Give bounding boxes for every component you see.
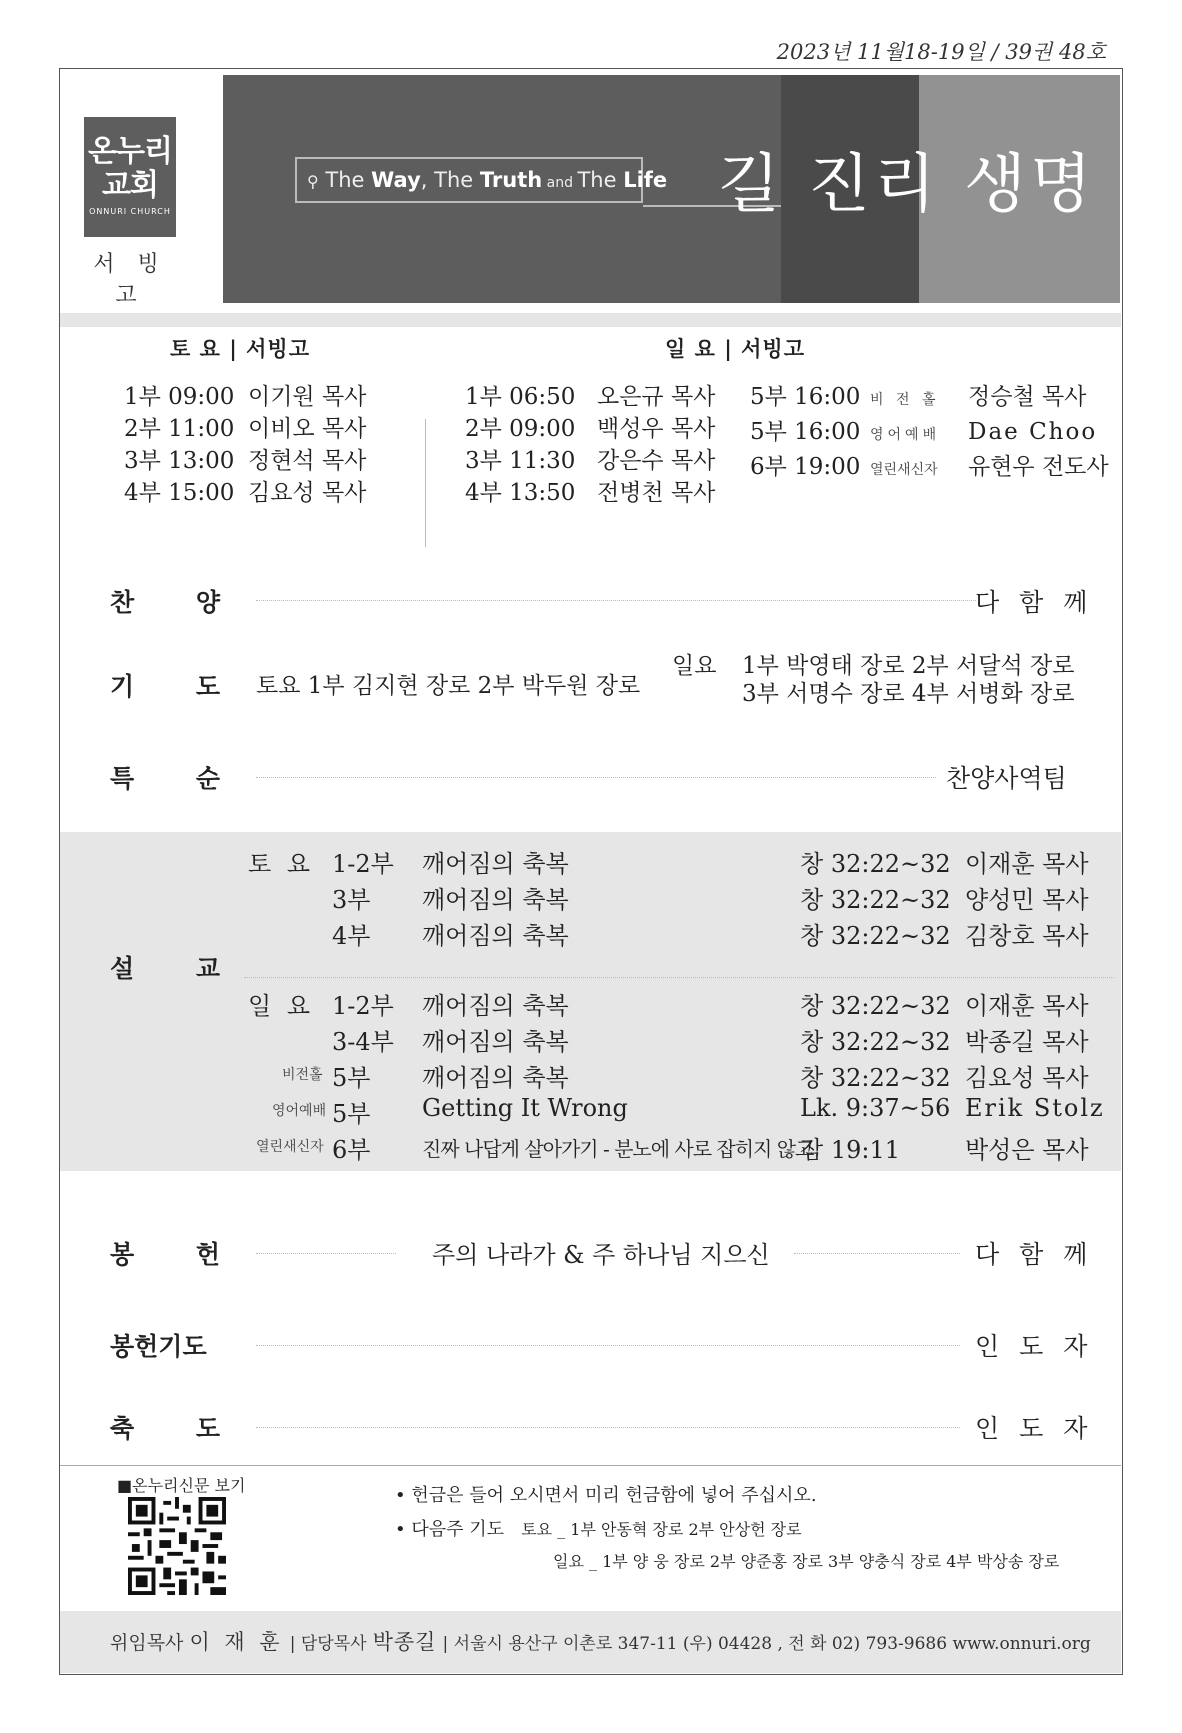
sermon-title: 깨어짐의 축복 — [422, 992, 569, 1020]
schedule-time: 4부 15:00 — [124, 480, 235, 506]
label-char: 도 — [195, 1414, 220, 1443]
prayer-label — [110, 667, 220, 703]
sermon-row — [60, 986, 1121, 1020]
label-char: 기 — [110, 672, 135, 701]
qr-code-icon[interactable] — [128, 1497, 226, 1595]
schedule-time: 1부 09:00 — [124, 384, 235, 410]
sermon-title: 깨어짐의 축복 — [422, 886, 569, 914]
dotted-leader — [794, 1253, 960, 1254]
slogan-box — [295, 157, 668, 203]
special-schedule — [750, 381, 1109, 486]
schedule-row — [750, 381, 1109, 416]
search-icon: ⚲ — [307, 172, 319, 191]
label-char: 양 — [195, 588, 220, 617]
sermon-row — [60, 844, 1121, 878]
slogan-text: The — [325, 168, 372, 192]
sermon-row — [60, 1022, 1121, 1056]
schedule-row — [124, 445, 366, 477]
schedule-row — [465, 477, 715, 509]
sunday-schedule — [465, 381, 715, 509]
sermon-title: 깨어짐의 축복 — [422, 1064, 569, 1092]
schedule-time: 2부 11:00 — [124, 416, 235, 442]
sermon-scripture: 창 32:22~32 — [800, 1064, 951, 1092]
sermon-row — [60, 1130, 1121, 1164]
banner-title-part1: 길 진리 — [718, 148, 940, 222]
banner-title-part2: 생명 — [964, 148, 1096, 222]
sermon-row — [60, 916, 1121, 950]
schedule-row — [465, 413, 715, 445]
label-char: 순 — [195, 764, 220, 793]
schedule-tag: 영어예배 — [870, 427, 941, 443]
sermon-pastor: 박종길 목사 — [965, 1028, 1089, 1056]
banner-title — [718, 133, 1096, 225]
sermon-scripture: Lk. 9:37~56 — [800, 1094, 951, 1122]
sermon-part: 3-4부 — [332, 1028, 394, 1056]
schedule-pastor: 유현우 전도사 — [968, 454, 1109, 480]
sermon-part: 3부 — [332, 886, 371, 914]
sermon-day: 비전홀 — [282, 1067, 323, 1083]
sermon-pastor: Erik Stolz — [965, 1094, 1105, 1122]
offering-prayer-label: 봉헌기도 — [110, 1332, 207, 1361]
notice-offering: • 헌금은 들어 오시면서 미리 헌금함에 넣어 주십시오. — [395, 1485, 817, 1506]
schedule-row — [750, 451, 1109, 486]
notice-next-prayer-saturday: 토요 _ 1부 안동혁 장로 2부 안상헌 장로 — [521, 1520, 802, 1539]
schedule-pastor: 정승철 목사 — [968, 384, 1087, 410]
schedule-row — [465, 445, 715, 477]
offering-leader: 다 함 께 — [975, 1240, 1094, 1269]
label-char: 헌 — [195, 1240, 220, 1269]
sermon-part: 1-2부 — [332, 850, 394, 878]
saturday-schedule — [124, 381, 366, 509]
sermon-part: 1-2부 — [332, 992, 394, 1020]
sermon-row — [60, 1094, 1121, 1128]
dotted-leader — [256, 600, 976, 601]
dotted-leader — [256, 1253, 396, 1254]
sermon-label — [110, 949, 220, 985]
logo-name-line1: 온누리 — [88, 134, 172, 169]
sermon-divider — [244, 977, 1114, 978]
schedule-time: 1부 06:50 — [465, 384, 576, 410]
slogan-and: and — [542, 175, 578, 191]
schedule-pastor: Dae Choo — [968, 419, 1098, 445]
slogan-life: Life — [623, 168, 668, 192]
schedule-time: 4부 13:50 — [465, 480, 576, 506]
schedule-pastor: 강은수 목사 — [597, 448, 716, 474]
sermon-day: 일 요 — [248, 992, 314, 1020]
sermon-title: 깨어짐의 축복 — [422, 850, 569, 878]
schedule-row — [124, 413, 366, 445]
header-separator — [60, 313, 1121, 327]
slogan-truth: Truth — [479, 168, 543, 192]
benediction-label — [110, 1409, 220, 1445]
sermon-pastor: 양성민 목사 — [965, 886, 1089, 914]
special-music-team: 찬양사역팀 — [946, 764, 1067, 793]
schedule-pastor: 정현석 목사 — [248, 448, 367, 474]
offering-song: 주의 나라가 & 주 하나님 지으신 — [432, 1241, 770, 1269]
title-banner — [223, 75, 1120, 303]
label-char: 축 — [110, 1414, 135, 1443]
schedule-time: 3부 11:30 — [465, 448, 576, 474]
prayer-saturday: 토요 1부 김지현 장로 2부 박두원 장로 — [256, 673, 641, 699]
schedule-time: 2부 09:00 — [465, 416, 576, 442]
offering-prayer-leader: 인 도 자 — [975, 1332, 1094, 1361]
label-char: 봉 — [110, 1240, 135, 1269]
church-address: | 서울시 용산구 이촌로 347-11 (우) 04428 , 전 화 02) 793-9686 www.onnuri.org — [442, 1634, 1091, 1654]
sermon-part: 5부 — [332, 1064, 371, 1092]
schedule-tag: 비 전 홀 — [870, 392, 940, 408]
saturday-heading: 토 요 | 서빙고 — [170, 336, 311, 361]
label-char: 교 — [195, 954, 220, 983]
schedule-pastor: 이기원 목사 — [248, 384, 367, 410]
senior-pastor-label: 위임목사 — [110, 1632, 184, 1654]
slogan-way: Way — [371, 168, 421, 192]
sermon-part: 5부 — [332, 1100, 371, 1128]
dotted-leader — [256, 1427, 960, 1428]
label-char: 찬 — [110, 588, 135, 617]
pastor-in-charge-label: | 담당목사 — [289, 1634, 367, 1654]
schedule-row — [750, 416, 1109, 451]
schedule-pastor: 김요성 목사 — [248, 480, 367, 506]
schedule-pastor: 오은규 목사 — [597, 384, 716, 410]
label-char: 특 — [110, 764, 135, 793]
special-music-label — [110, 759, 220, 795]
qr-label: ■온누리신문 보기 — [117, 1476, 246, 1495]
sermon-title: 깨어짐의 축복 — [422, 1028, 569, 1056]
sermon-pastor: 김요성 목사 — [965, 1064, 1089, 1092]
issue-date: 2023년 11월18-19일 / 39권 48호 — [776, 40, 1106, 64]
schedule-time: 3부 13:00 — [124, 448, 235, 474]
schedule-row — [124, 477, 366, 509]
notice-separator — [60, 1465, 1121, 1466]
schedule-divider — [425, 419, 426, 547]
sermon-pastor: 박성은 목사 — [965, 1136, 1089, 1164]
logo-name-line2: 교회 — [102, 168, 158, 203]
prayer-sunday-line2: 3부 서명수 장로 4부 서병화 장로 — [742, 681, 1075, 707]
sermon-title: 진짜 나답게 살아가기 - 분노에 사로 잡히지 않고 — [422, 1137, 814, 1161]
schedule-pastor: 백성우 목사 — [597, 416, 716, 442]
sermon-part: 6부 — [332, 1136, 371, 1164]
schedule-row — [465, 381, 715, 413]
dotted-leader — [256, 777, 936, 778]
sermon-day: 토 요 — [248, 850, 314, 878]
prayer-sunday-line1: 1부 박영태 장로 2부 서달석 장로 — [742, 653, 1075, 679]
slogan-text: , The — [420, 168, 480, 192]
church-logo — [84, 117, 176, 237]
sunday-heading: 일 요 | 서빙고 — [665, 336, 806, 361]
bulletin-frame — [59, 68, 1123, 1675]
sermon-scripture: 잠 19:11 — [800, 1136, 900, 1164]
label-char: 도 — [195, 672, 220, 701]
schedule-time: 5부 16:00 — [750, 419, 861, 445]
sermon-pastor: 이재훈 목사 — [965, 850, 1089, 878]
sermon-row — [60, 1058, 1121, 1092]
sermon-pastor: 김창호 목사 — [965, 922, 1089, 950]
sermon-scripture: 창 32:22~32 — [800, 922, 951, 950]
sermon-title: Getting It Wrong — [422, 1094, 628, 1122]
senior-pastor-name: 이 재 훈 — [189, 1630, 284, 1654]
schedule-time: 5부 16:00 — [750, 384, 861, 410]
notice-next-prayer-sunday: 일요 _ 1부 양 웅 장로 2부 양준홍 장로 3부 양충식 장로 4부 박상송 장로 — [553, 1552, 1060, 1571]
pastor-in-charge-name: 박종길 — [372, 1630, 437, 1654]
sermon-scripture: 창 32:22~32 — [800, 1028, 951, 1056]
sermon-day: 열린새신자 — [256, 1139, 324, 1155]
praise-leader: 다 함 께 — [975, 588, 1094, 617]
schedule-pastor: 이비오 목사 — [248, 416, 367, 442]
notice-next-prayer — [395, 1515, 802, 1541]
schedule-time: 6부 19:00 — [750, 454, 861, 480]
branch-name: 서 빙 고 — [93, 252, 167, 308]
offering-label — [110, 1235, 220, 1271]
schedule-row — [124, 381, 366, 413]
sermon-title: 깨어짐의 축복 — [422, 922, 569, 950]
sermon-part: 4부 — [332, 922, 371, 950]
label-char: 설 — [110, 954, 135, 983]
sermon-scripture: 창 32:22~32 — [800, 992, 951, 1020]
sermon-scripture: 창 32:22~32 — [800, 886, 951, 914]
sermon-row — [60, 880, 1121, 914]
praise-label — [110, 583, 220, 619]
sermon-day: 영어예배 — [272, 1103, 327, 1119]
prayer-sunday-label: 일요 — [672, 653, 717, 679]
dotted-leader — [256, 1345, 960, 1346]
schedule-tag: 열린새신자 — [870, 462, 938, 478]
sermon-scripture: 창 32:22~32 — [800, 850, 951, 878]
schedule-pastor: 전병천 목사 — [597, 480, 716, 506]
notice-next-prayer-head: • 다음주 기도 — [395, 1519, 505, 1540]
slogan-text: The — [577, 168, 624, 192]
sermon-pastor: 이재훈 목사 — [965, 992, 1089, 1020]
benediction-leader: 인 도 자 — [975, 1414, 1094, 1443]
footer — [60, 1611, 1121, 1673]
logo-english: ONNURI CHURCH — [89, 207, 171, 216]
